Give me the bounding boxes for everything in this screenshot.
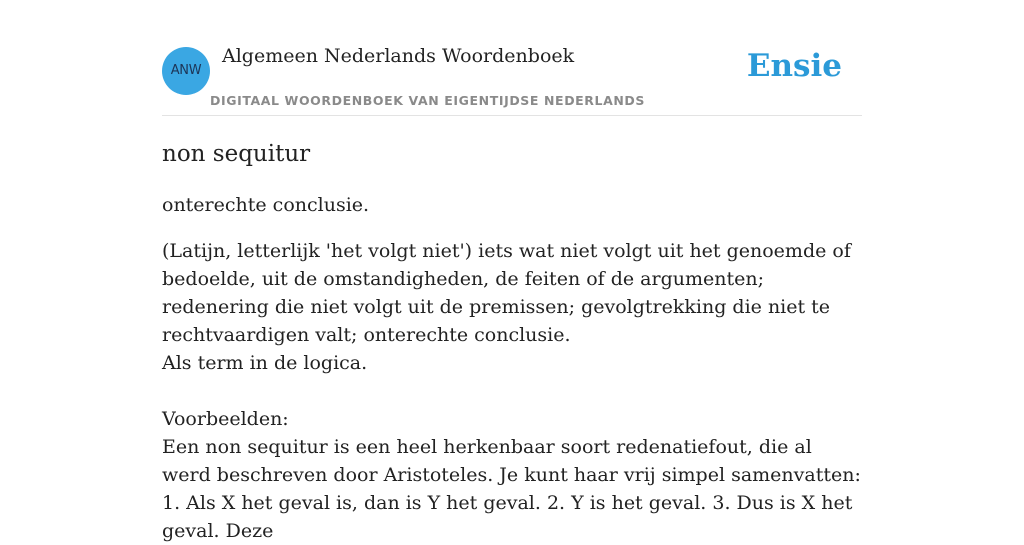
short-definition: onterechte conclusie. [162,194,370,216]
examples-label: Voorbeelden: [162,408,289,430]
site-subtitle: DIGITAAL WOORDENBOEK VAN EIGENTIJDSE NEDERLANDS [210,93,646,108]
site-header [162,0,862,116]
definition-description: (Latijn, letterlijk 'het volgt niet') iets wat niet volgt uit het genoemde of bedoelde, uit de omstandigheden, de feiten of de argumenten; redenering die niet volgt uit de premissen; gevolgtrekking die niet te rechtvaardigen valt; onterechte conclusie. [162,240,851,346]
entry-headword: non sequitur [162,141,311,167]
usage-note: Als term in de logica. [162,352,368,374]
anw-logo[interactable]: ANW [162,47,210,95]
site-title[interactable]: Algemeen Nederlands Woordenboek [222,45,575,67]
spacer [162,377,862,405]
ensie-brand-logo[interactable]: Ensie [746,48,842,84]
entry-content [162,138,862,545]
example-text: Een non sequitur is een heel herkenbaar soort redenatiefout, die al werd beschreven door Aristoteles. Je kunt haar vrij simpel samenvatten: 1. Als X het geval is, dan is Y het geval. 2. Y is het geval. 3. Dus is X het geval. Deze [162,436,861,542]
long-definition [162,237,862,545]
